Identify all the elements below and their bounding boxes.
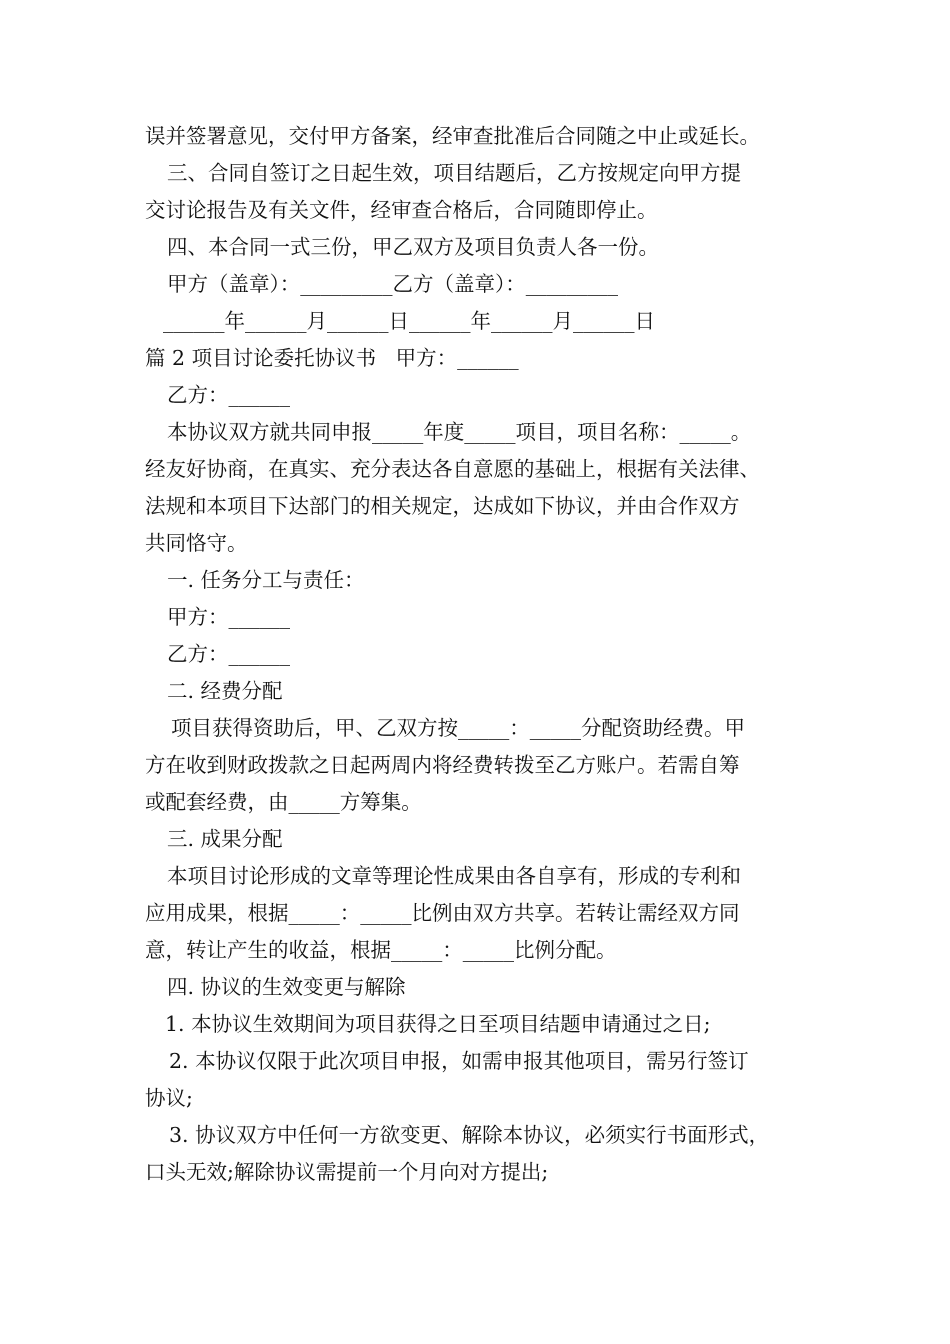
section-title: 篇 2 项目讨论委托协议书 甲方：______: [145, 346, 519, 370]
text-line: 四、本合同一式三份，甲乙双方及项目负责人各一份。: [167, 235, 659, 259]
signature-line-dates: ______年______月______日______年______月______日: [163, 309, 655, 333]
text-line: 乙方：______: [167, 383, 290, 407]
text-line: 交讨论报告及有关文件，经审查合格后，合同随即停止。: [145, 198, 658, 222]
text-line: 口头无效;解除协议需提前一个月向对方提出;: [145, 1160, 549, 1184]
text-line: 或配套经费，由_____方筹集。: [145, 790, 422, 814]
text-line: 经友好协商，在真实、充分表达各自意愿的基础上，根据有关法律、: [145, 457, 760, 481]
text-line: 甲方：______: [167, 605, 290, 629]
text-line: 三、合同自签订之日起生效，项目结题后，乙方按规定向甲方提: [167, 161, 741, 185]
text-line: 意，转让产生的收益，根据_____：_____比例分配。: [145, 938, 617, 962]
text-line: 共同恪守。: [145, 531, 248, 555]
clause-heading: 三. 成果分配: [167, 827, 283, 851]
clause-heading: 二. 经费分配: [167, 679, 283, 703]
text-line: 乙方：______: [167, 642, 290, 666]
clause-heading: 一. 任务分工与责任：: [167, 568, 365, 592]
text-line: 应用成果，根据_____：_____比例由双方共享。若转让需经双方同: [145, 901, 740, 925]
clause-heading: 四. 协议的生效变更与解除: [167, 975, 406, 999]
text-line: 法规和本项目下达部门的相关规定，达成如下协议，并由合作双方: [145, 494, 740, 518]
text-line: 误并签署意见，交付甲方备案，经审查批准后合同随之中止或延长。: [145, 124, 760, 148]
text-line: 1. 本协议生效期间为项目获得之日至项目结题申请通过之日;: [165, 1012, 711, 1036]
text-line: 本项目讨论形成的文章等理论性成果由各自享有，形成的专利和: [167, 864, 741, 888]
text-line: 本协议双方就共同申报_____年度_____项目，项目名称：_____。: [167, 420, 752, 444]
text-line: 3. 协议双方中任何一方欲变更、解除本协议，必须实行书面形式，: [169, 1123, 770, 1147]
text-line: 协议;: [145, 1086, 193, 1110]
text-line: 方在收到财政拨款之日起两周内将经费转拨至乙方账户。若需自筹: [145, 753, 740, 777]
document-body: [145, 118, 825, 1191]
signature-line-parties: 甲方（盖章）：_________乙方（盖章）：_________: [167, 272, 618, 296]
text-line: 2. 本协议仅限于此次项目申报，如需申报其他项目，需另行签订: [169, 1049, 749, 1073]
text-line: 项目获得资助后，甲、乙双方按_____：_____分配资助经费。甲: [171, 716, 745, 740]
